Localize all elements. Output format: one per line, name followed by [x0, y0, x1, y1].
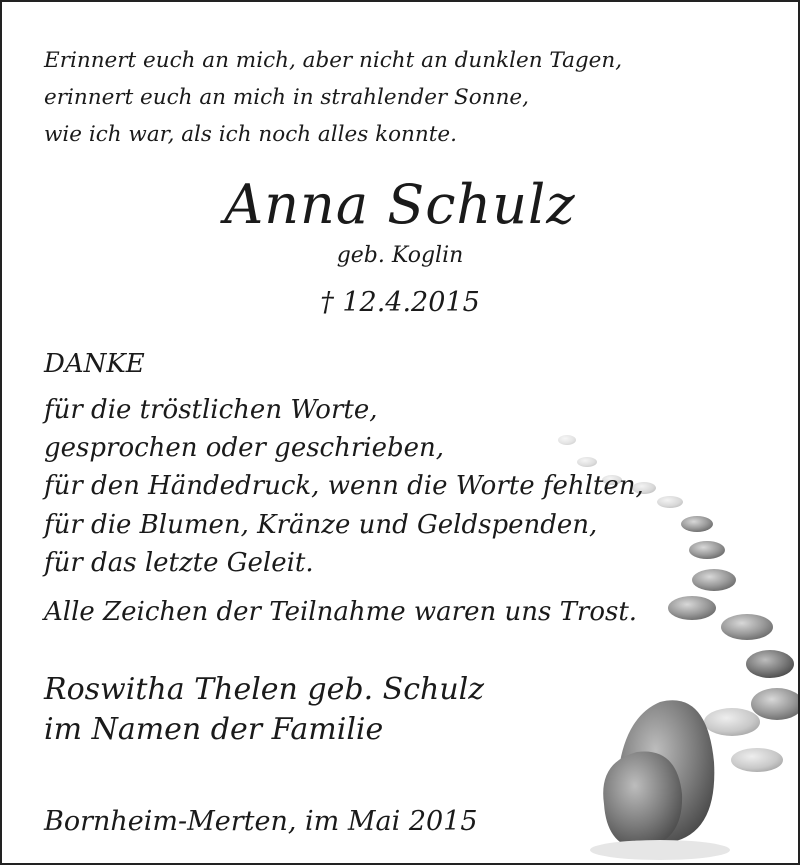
place-and-date: Bornheim-Merten, im Mai 2015 — [44, 806, 478, 837]
poem-line: erinnert euch an mich in strahlender Sonne, — [44, 85, 529, 110]
thanks-line: für die Blumen, Kränze und Geldspenden, — [44, 509, 598, 540]
poem-line: Erinnert euch an mich, aber nicht an dunklen Tagen, — [44, 48, 623, 73]
death-date: † 12.4.2015 — [320, 287, 480, 318]
signature-line: Roswitha Thelen geb. Schulz — [44, 672, 485, 707]
deceased-name: Anna Schulz — [224, 173, 576, 236]
thanks-line: für die tröstlichen Worte, — [44, 395, 378, 425]
memorial-poem — [44, 42, 622, 153]
thanks-line: für den Händedruck, wenn die Worte fehlten, — [44, 471, 644, 502]
signature-line: im Namen der Familie — [44, 712, 384, 747]
thanks-line: für das letzte Geleit. — [44, 547, 314, 578]
signature — [44, 670, 484, 750]
deceased-birth-name: geb. Koglin — [336, 243, 464, 268]
thanks-closing: Alle Zeichen der Teilnahme waren uns Trost. — [44, 597, 638, 627]
thanks-list — [44, 391, 644, 582]
poem-line: wie ich war, als ich noch alles konnte. — [44, 122, 457, 147]
thanks-heading: DANKE — [44, 349, 145, 379]
thanks-line: gesprochen oder geschrieben, — [44, 433, 445, 464]
